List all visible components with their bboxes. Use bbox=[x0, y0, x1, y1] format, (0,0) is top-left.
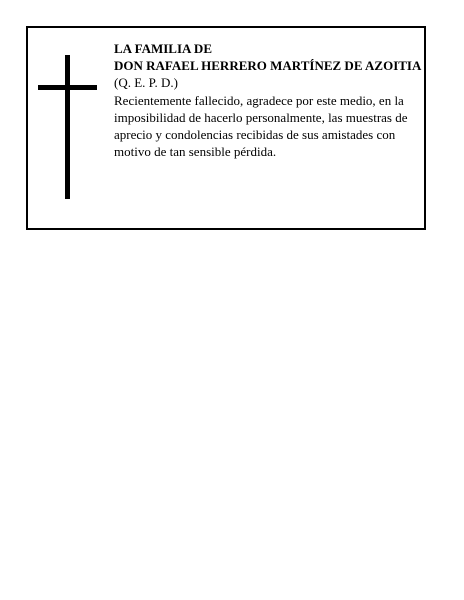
obituary-notice bbox=[26, 26, 426, 230]
cross-icon bbox=[38, 55, 98, 199]
qepd-label: (Q. E. P. D.) bbox=[114, 75, 178, 90]
family-heading: LA FAMILIA DE bbox=[114, 41, 212, 56]
thanks-message: Recientemente fallecido, agradece por este medio, en la imposibilidad de hacerlo personalmente, las muestras de aprecio y condolencias recibidas de sus amistades con motivo de tan sensible pérdida. bbox=[114, 93, 408, 159]
cross-vertical-bar bbox=[65, 55, 70, 199]
cross-horizontal-bar bbox=[38, 85, 97, 90]
deceased-name: DON RAFAEL HERRERO MARTÍNEZ DE AZOITIA bbox=[114, 58, 422, 73]
notice-text bbox=[114, 40, 422, 160]
